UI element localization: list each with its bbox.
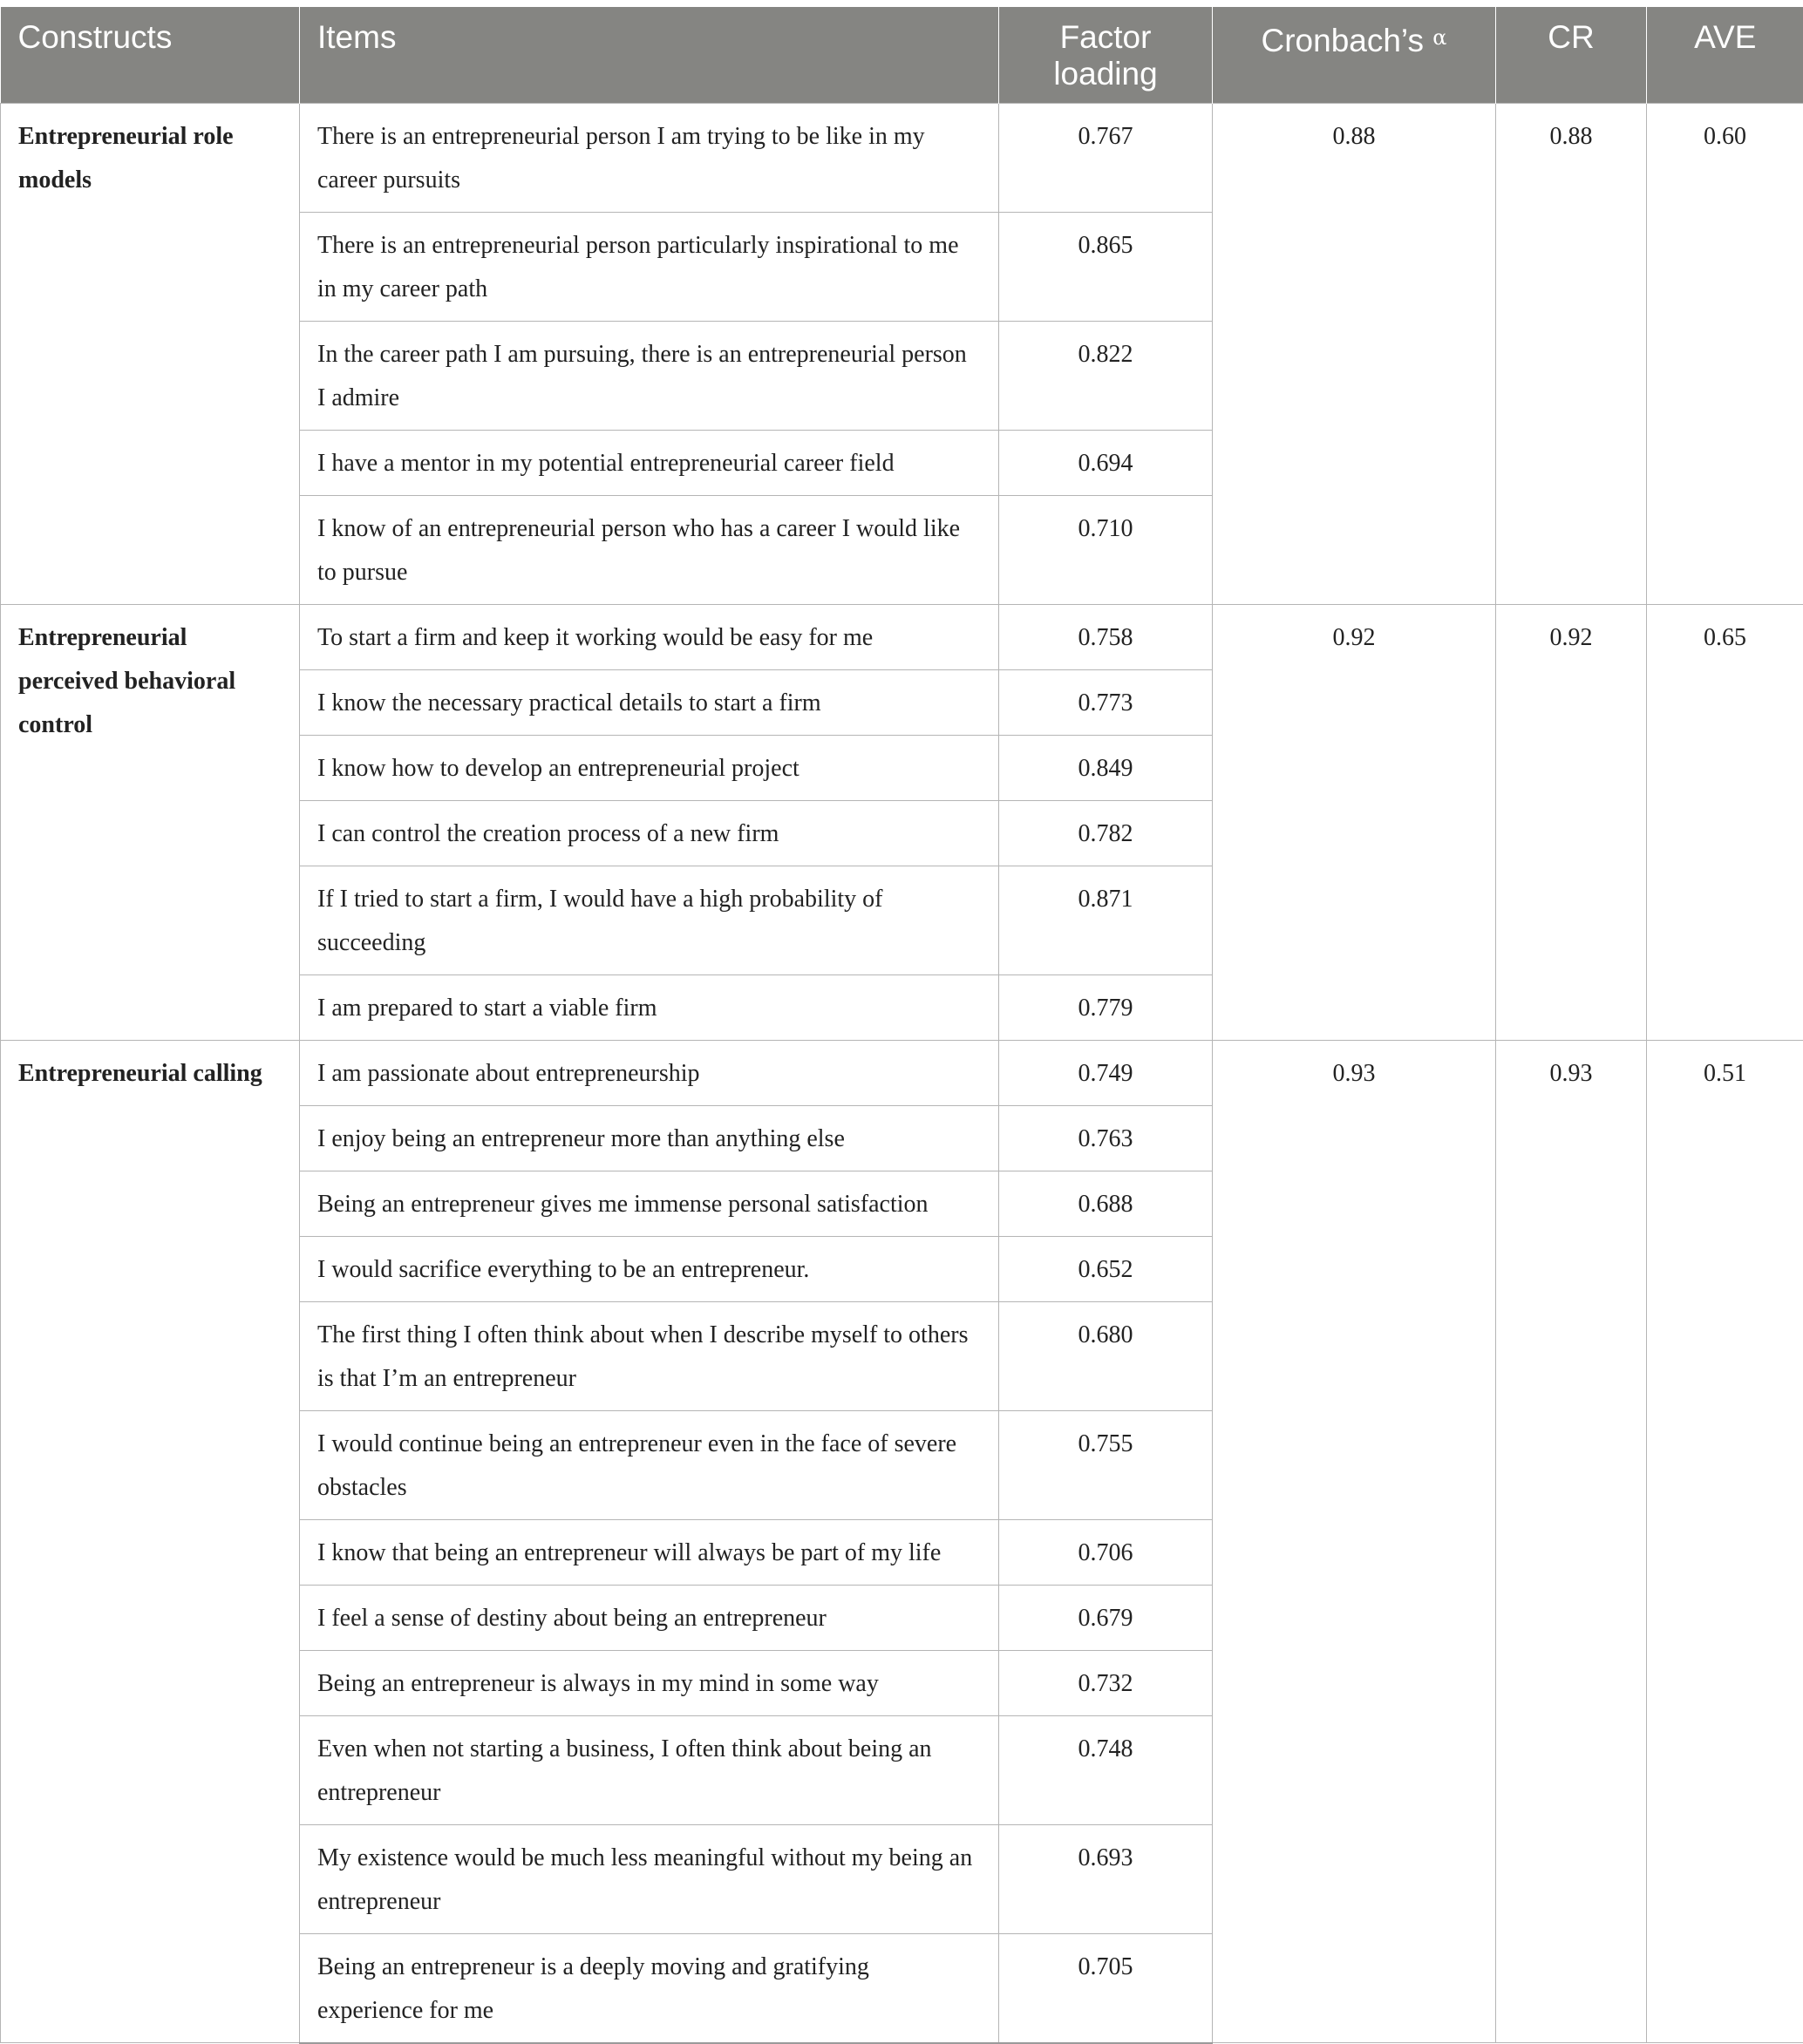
factor-loading-value: 0.688 bbox=[999, 1171, 1213, 1236]
factor-loading-value: 0.763 bbox=[999, 1105, 1213, 1171]
factor-loading-value: 0.871 bbox=[999, 866, 1213, 974]
cr-value: 0.92 bbox=[1496, 604, 1647, 1040]
item-text: There is an entrepreneurial person particularly inspirational to me in my career path bbox=[300, 212, 999, 321]
item-text: The first thing I often think about when I describe myself to others is that I’m an entrepreneur bbox=[300, 1301, 999, 1410]
item-text: In the career path I am pursuing, there is an entrepreneurial person I admire bbox=[300, 321, 999, 430]
factor-loading-value: 0.679 bbox=[999, 1585, 1213, 1650]
factor-loading-value: 0.748 bbox=[999, 1715, 1213, 1824]
factor-loading-value: 0.693 bbox=[999, 1824, 1213, 1933]
factor-loading-value: 0.732 bbox=[999, 1650, 1213, 1715]
header-factor-loading: Factor loading bbox=[999, 7, 1213, 103]
cronbach-alpha-value: 0.93 bbox=[1213, 1040, 1496, 2043]
item-text: I have a mentor in my potential entrepreneurial career field bbox=[300, 430, 999, 495]
factor-loading-value: 0.755 bbox=[999, 1410, 1213, 1519]
table-row bbox=[1, 1040, 1803, 1105]
item-text: I know the necessary practical details to start a firm bbox=[300, 669, 999, 735]
factor-loading-value: 0.822 bbox=[999, 321, 1213, 430]
factor-loading-value: 0.680 bbox=[999, 1301, 1213, 1410]
item-text: I can control the creation process of a new firm bbox=[300, 800, 999, 866]
cr-value: 0.88 bbox=[1496, 103, 1647, 604]
factor-loading-value: 0.773 bbox=[999, 669, 1213, 735]
factor-loading-value: 0.767 bbox=[999, 103, 1213, 212]
factor-loading-value: 0.758 bbox=[999, 604, 1213, 669]
results-table bbox=[0, 7, 1803, 2044]
factor-loading-value: 0.706 bbox=[999, 1519, 1213, 1585]
ave-value: 0.65 bbox=[1647, 604, 1803, 1040]
item-text: I am passionate about entrepreneurship bbox=[300, 1040, 999, 1105]
item-text: I would sacrifice everything to be an entrepreneur. bbox=[300, 1236, 999, 1301]
cr-value: 0.93 bbox=[1496, 1040, 1647, 2043]
cronbach-alpha-value: 0.92 bbox=[1213, 604, 1496, 1040]
item-text: There is an entrepreneurial person I am trying to be like in my career pursuits bbox=[300, 103, 999, 212]
header-constructs: Constructs bbox=[1, 7, 300, 103]
item-text: I would continue being an entrepreneur even in the face of severe obstacles bbox=[300, 1410, 999, 1519]
factor-loading-value: 0.705 bbox=[999, 1933, 1213, 2043]
item-text: Being an entrepreneur is always in my mind in some way bbox=[300, 1650, 999, 1715]
cronbach-alpha-value: 0.88 bbox=[1213, 103, 1496, 604]
table-row bbox=[1, 103, 1803, 212]
factor-loading-value: 0.710 bbox=[999, 495, 1213, 604]
factor-loading-value: 0.782 bbox=[999, 800, 1213, 866]
header-row bbox=[1, 7, 1803, 103]
factor-loading-value: 0.849 bbox=[999, 735, 1213, 800]
ave-value: 0.60 bbox=[1647, 103, 1803, 604]
item-text: I feel a sense of destiny about being an entrepreneur bbox=[300, 1585, 999, 1650]
item-text: My existence would be much less meaningful without my being an entrepreneur bbox=[300, 1824, 999, 1933]
factor-loading-value: 0.865 bbox=[999, 212, 1213, 321]
item-text: Even when not starting a business, I often think about being an entrepreneur bbox=[300, 1715, 999, 1824]
construct-calling: Entrepreneurial calling bbox=[1, 1040, 300, 2043]
item-text: I am prepared to start a viable firm bbox=[300, 974, 999, 1040]
ave-value: 0.51 bbox=[1647, 1040, 1803, 2043]
header-items: Items bbox=[300, 7, 999, 103]
construct-perceived-behavioral-control: Entrepreneurial perceived behavioral control bbox=[1, 604, 300, 1040]
item-text: Being an entrepreneur is a deeply moving and gratifying experience for me bbox=[300, 1933, 999, 2043]
header-cronbach-text: Cronbach’s bbox=[1262, 23, 1424, 58]
table-row bbox=[1, 604, 1803, 669]
factor-loading-value: 0.694 bbox=[999, 430, 1213, 495]
construct-role-models: Entrepreneurial role models bbox=[1, 103, 300, 604]
item-text: I enjoy being an entrepreneur more than anything else bbox=[300, 1105, 999, 1171]
factor-loading-value: 0.779 bbox=[999, 974, 1213, 1040]
factor-loading-value: 0.652 bbox=[999, 1236, 1213, 1301]
item-text: To start a firm and keep it working would be easy for me bbox=[300, 604, 999, 669]
header-ave: AVE bbox=[1647, 7, 1803, 103]
item-text: I know that being an entrepreneur will always be part of my life bbox=[300, 1519, 999, 1585]
item-text: Being an entrepreneur gives me immense personal satisfaction bbox=[300, 1171, 999, 1236]
header-cr: CR bbox=[1496, 7, 1647, 103]
item-text: I know of an entrepreneurial person who has a career I would like to pursue bbox=[300, 495, 999, 604]
header-cronbach-alpha bbox=[1213, 7, 1496, 103]
factor-loading-value: 0.749 bbox=[999, 1040, 1213, 1105]
item-text: I know how to develop an entrepreneurial project bbox=[300, 735, 999, 800]
item-text: If I tried to start a firm, I would have a high probability of succeeding bbox=[300, 866, 999, 974]
header-alpha-symbol: α bbox=[1432, 25, 1446, 50]
